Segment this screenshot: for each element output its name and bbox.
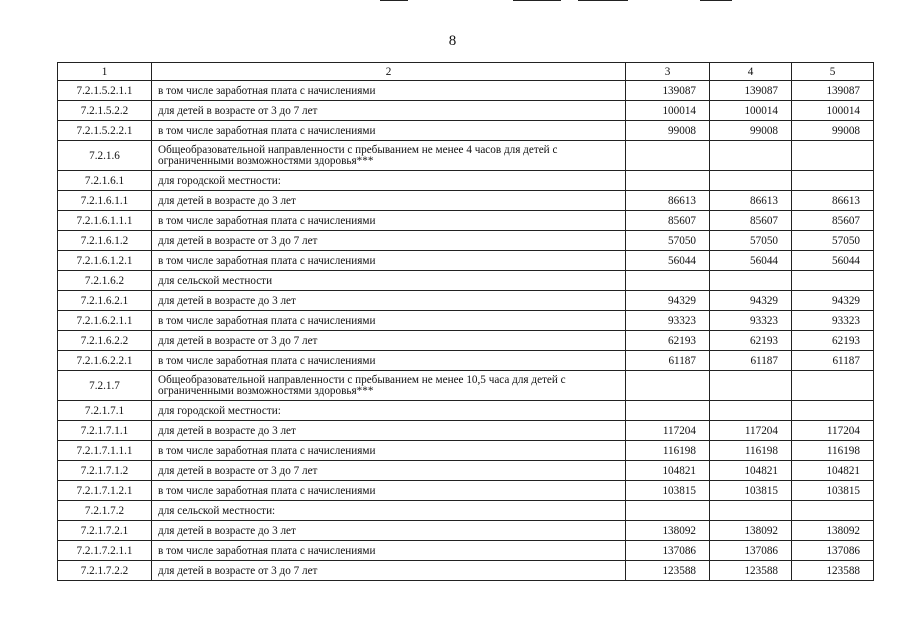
table-row [58,331,874,351]
value-col4-cell [710,501,792,521]
row-name-cell: для детей в возрасте до 3 лет [152,291,626,311]
value-col5-cell: 137086 [792,541,874,561]
table-row [58,401,874,421]
table-row [58,291,874,311]
row-code-cell: 7.2.1.5.2.2.1 [58,121,152,141]
value-col3-cell: 86613 [626,191,710,211]
row-name-cell: для детей в возрасте до 3 лет [152,191,626,211]
value-col4-cell: 104821 [710,461,792,481]
table-row [58,141,874,171]
value-col3-cell [626,371,710,401]
row-code-cell: 7.2.1.7.2 [58,501,152,521]
row-code-cell: 7.2.1.7 [58,371,152,401]
value-col3-cell: 61187 [626,351,710,371]
top-edge-mark [578,0,628,1]
row-name-cell: в том числе заработная плата с начислениями [152,441,626,461]
table-row [58,521,874,541]
value-col4-cell [710,171,792,191]
row-name-cell: в том числе заработная плата с начислениями [152,481,626,501]
value-col5-cell: 123588 [792,561,874,581]
value-col4-cell: 62193 [710,331,792,351]
tariff-table [57,62,874,581]
table-row [58,231,874,251]
row-code-cell: 7.2.1.6.1.2 [58,231,152,251]
value-col5-cell: 61187 [792,351,874,371]
value-col4-cell [710,371,792,401]
value-col5-cell [792,171,874,191]
row-name-cell: для сельской местности [152,271,626,291]
value-col5-cell: 104821 [792,461,874,481]
value-col3-cell: 138092 [626,521,710,541]
table-row [58,101,874,121]
value-col3-cell: 103815 [626,481,710,501]
top-edge-mark [513,0,561,1]
column-number-cell: 3 [626,63,710,81]
row-name-cell: для детей в возрасте от 3 до 7 лет [152,561,626,581]
row-name-cell: в том числе заработная плата с начислениями [152,351,626,371]
value-col4-cell: 57050 [710,231,792,251]
value-col5-cell: 56044 [792,251,874,271]
column-number-row [58,63,874,81]
top-edge-mark [700,0,732,1]
row-name-cell: для детей в возрасте от 3 до 7 лет [152,461,626,481]
value-col5-cell [792,401,874,421]
value-col4-cell: 123588 [710,561,792,581]
value-col3-cell [626,271,710,291]
value-col3-cell [626,401,710,421]
table-row [58,461,874,481]
row-name-cell: для детей в возрасте до 3 лет [152,521,626,541]
table-row [58,561,874,581]
row-name-cell: в том числе заработная плата с начислениями [152,81,626,101]
value-col5-cell: 94329 [792,291,874,311]
row-name-cell: Общеобразовательной направленности с пребыванием не менее 4 часов для детей с ограниченными возможностями здоровья*** [152,141,626,171]
value-col3-cell: 99008 [626,121,710,141]
row-code-cell: 7.2.1.7.1.1 [58,421,152,441]
table-row [58,421,874,441]
row-code-cell: 7.2.1.6.2.2 [58,331,152,351]
table-row [58,481,874,501]
row-name-cell: для сельской местности: [152,501,626,521]
row-name-cell: для городской местности: [152,171,626,191]
table-row [58,311,874,331]
row-name-cell: для детей в возрасте до 3 лет [152,421,626,441]
table-row [58,171,874,191]
table-row [58,121,874,141]
row-code-cell: 7.2.1.7.2.1 [58,521,152,541]
value-col4-cell: 116198 [710,441,792,461]
value-col4-cell: 61187 [710,351,792,371]
row-name-cell: в том числе заработная плата с начислениями [152,211,626,231]
table-row [58,501,874,521]
row-code-cell: 7.2.1.5.2.2 [58,101,152,121]
value-col5-cell: 138092 [792,521,874,541]
value-col3-cell [626,141,710,171]
table-body [58,63,874,581]
value-col3-cell: 116198 [626,441,710,461]
row-code-cell: 7.2.1.6.1.2.1 [58,251,152,271]
value-col3-cell: 94329 [626,291,710,311]
row-code-cell: 7.2.1.7.1.1.1 [58,441,152,461]
value-col5-cell: 57050 [792,231,874,251]
value-col5-cell: 103815 [792,481,874,501]
value-col3-cell: 123588 [626,561,710,581]
row-name-cell: для городской местности: [152,401,626,421]
value-col5-cell: 139087 [792,81,874,101]
row-code-cell: 7.2.1.6.1.1.1 [58,211,152,231]
value-col3-cell: 85607 [626,211,710,231]
value-col4-cell [710,141,792,171]
row-name-cell: Общеобразовательной направленности с пребыванием не менее 10,5 часа для детей с ограниченными возможностями здоровья*** [152,371,626,401]
row-code-cell: 7.2.1.6.2 [58,271,152,291]
row-code-cell: 7.2.1.6.1.1 [58,191,152,211]
column-number-cell: 5 [792,63,874,81]
table-row [58,81,874,101]
value-col4-cell: 56044 [710,251,792,271]
value-col4-cell [710,401,792,421]
row-name-cell: в том числе заработная плата с начислениями [152,541,626,561]
value-col4-cell: 138092 [710,521,792,541]
value-col4-cell: 93323 [710,311,792,331]
table-row [58,351,874,371]
value-col4-cell: 94329 [710,291,792,311]
value-col3-cell: 56044 [626,251,710,271]
value-col4-cell: 100014 [710,101,792,121]
value-col5-cell [792,501,874,521]
value-col4-cell: 117204 [710,421,792,441]
value-col4-cell: 103815 [710,481,792,501]
row-code-cell: 7.2.1.7.1 [58,401,152,421]
value-col5-cell: 62193 [792,331,874,351]
column-number-cell: 4 [710,63,792,81]
row-name-cell: для детей в возрасте от 3 до 7 лет [152,231,626,251]
value-col5-cell: 85607 [792,211,874,231]
value-col4-cell: 139087 [710,81,792,101]
row-code-cell: 7.2.1.6.1 [58,171,152,191]
value-col5-cell: 116198 [792,441,874,461]
row-name-cell: в том числе заработная плата с начислениями [152,251,626,271]
value-col5-cell: 100014 [792,101,874,121]
column-number-cell: 1 [58,63,152,81]
row-name-cell: для детей в возрасте от 3 до 7 лет [152,331,626,351]
table-row [58,271,874,291]
value-col5-cell: 99008 [792,121,874,141]
value-col3-cell: 57050 [626,231,710,251]
row-name-cell: в том числе заработная плата с начислениями [152,121,626,141]
value-col5-cell [792,141,874,171]
column-number-cell: 2 [152,63,626,81]
value-col3-cell: 139087 [626,81,710,101]
page-number: 8 [448,33,457,49]
row-code-cell: 7.2.1.6.2.2.1 [58,351,152,371]
table-row [58,251,874,271]
row-code-cell: 7.2.1.7.2.1.1 [58,541,152,561]
table-row [58,541,874,561]
row-code-cell: 7.2.1.7.1.2 [58,461,152,481]
value-col3-cell [626,501,710,521]
row-code-cell: 7.2.1.7.2.2 [58,561,152,581]
value-col5-cell: 93323 [792,311,874,331]
row-code-cell: 7.2.1.5.2.1.1 [58,81,152,101]
table-row [58,211,874,231]
value-col5-cell [792,271,874,291]
value-col4-cell: 86613 [710,191,792,211]
row-name-cell: в том числе заработная плата с начислениями [152,311,626,331]
row-code-cell: 7.2.1.6 [58,141,152,171]
table-row [58,191,874,211]
value-col5-cell: 117204 [792,421,874,441]
value-col4-cell: 99008 [710,121,792,141]
value-col3-cell: 137086 [626,541,710,561]
value-col5-cell [792,371,874,401]
value-col3-cell: 117204 [626,421,710,441]
value-col4-cell [710,271,792,291]
value-col3-cell [626,171,710,191]
value-col4-cell: 85607 [710,211,792,231]
table-row [58,371,874,401]
row-code-cell: 7.2.1.6.2.1.1 [58,311,152,331]
row-code-cell: 7.2.1.6.2.1 [58,291,152,311]
value-col3-cell: 104821 [626,461,710,481]
top-edge-mark [380,0,408,1]
row-name-cell: для детей в возрасте от 3 до 7 лет [152,101,626,121]
value-col3-cell: 93323 [626,311,710,331]
value-col3-cell: 62193 [626,331,710,351]
value-col5-cell: 86613 [792,191,874,211]
table-row [58,441,874,461]
value-col3-cell: 100014 [626,101,710,121]
row-code-cell: 7.2.1.7.1.2.1 [58,481,152,501]
value-col4-cell: 137086 [710,541,792,561]
